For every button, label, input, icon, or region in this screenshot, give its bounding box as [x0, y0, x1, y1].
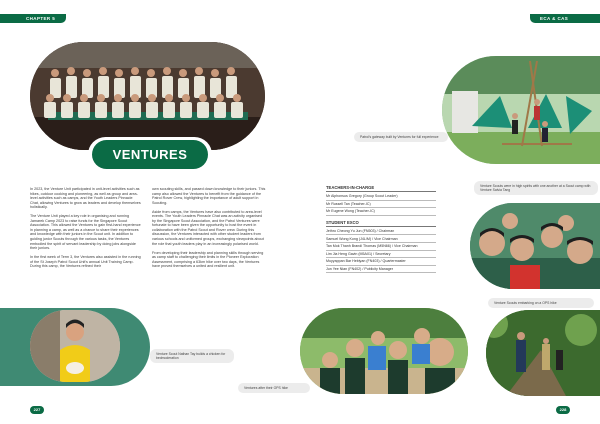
exco-row: Lim Jia Heng Gavin (M5A01) / Secretary	[326, 251, 436, 259]
smiles-caption: Venture Scouts were in high spirits with one another at a Scout camp with Venture Salvia Tang	[474, 181, 598, 195]
page-number-left: 227	[30, 406, 44, 414]
pioneering-caption: Patrol's gateway built by Ventures for full experience	[354, 132, 448, 142]
teacher-row: Mr Russell Tan (Teacher-IC)	[326, 201, 436, 209]
chapter-tab: CHAPTER 5	[0, 14, 66, 23]
exco-row: Jethro Cheong Yu Jun (FN503) / Chairman	[326, 228, 436, 236]
forest-caption: Venture Scouts embarking on a OPS hike	[488, 298, 594, 308]
paragraph: The Venture Unit played a key role in organising and running Jamarek Camp 2023 to raise funds for the Singapore Scout Association. This allowed the Ventures to gain first-hand experience in planning a camp, as well as a chance to share their experiences and knowledge with their juniors in the Scout unit. In addition to guiding junior Scouts through the various tasks, the Ventures embodied the spirit of servant leadership by doing jobs alongside their juniors.	[30, 214, 141, 251]
page-number-right: 228	[556, 406, 570, 414]
bread-caption: Venture Scout Nathan Tay builds a chicken for bedmoderation	[150, 349, 234, 363]
exco-row: Muyyappan Bar Hebiyan (FN403) / Quartermaster	[326, 258, 436, 266]
forest-photo	[486, 310, 600, 396]
group-photo	[30, 42, 265, 150]
exco-row: Tan Mok Thanh Brandi Thomas (M5N66) / Vice Chairman	[326, 243, 436, 251]
exco-row: Samuel Wong Kong (J4L/M) / Vice Chairman	[326, 235, 436, 243]
teachers-section	[326, 185, 436, 273]
section-tab: ECA & CAS	[530, 14, 600, 23]
paragraph: From developing their leadership and planning skills through serving as camp staff to challenging their limits in the Pioneer Exploration Assessment, comprising a 63km hike over two days, the Ventures have proved themselves a united and resilient unit.	[152, 250, 264, 269]
teacher-row: Mr Eugene Wong (Teacher-IC)	[326, 208, 436, 216]
hike-group-caption: Ventures after their OPS hike	[238, 383, 310, 393]
pioneering-photo	[442, 56, 600, 164]
hike-group-photo	[300, 308, 468, 394]
teachers-heading: TEACHERS-IN-CHARGE	[326, 185, 436, 192]
smiles-photo	[470, 203, 600, 289]
bread-photo	[30, 310, 120, 382]
body-left-column	[30, 187, 142, 273]
teacher-row: Mr Alphonsus Gregory (Group Scout Leader)	[326, 193, 436, 201]
title-badge-inner: VENTURES	[92, 140, 208, 169]
paragraph: In the first week of Term 3, the Ventures also assisted in the running of the St Joseph Patrol Scout Unit's annual Unit Training Camp. During this camp, the Ventures refined their	[30, 255, 141, 269]
paragraph: In 2023, the Venture Unit participated in unit-level activities such as hikes, outdoor cooking and pioneering, as well as group and area-level activities such as camps, and the Youth Leaders Pinnacle Chat, allowing Ventures to grow as leaders and develop themselves holistically.	[30, 187, 141, 210]
exco-row: Jun Yee Nian (FN402) / Publicity Manager	[326, 266, 436, 274]
paragraph: Aside from camps, the Ventures have also contributed to area-level events. The Youth Leaders Pinnacle Chat was an activity organised by the Singapore Scout Association, and the Patrol Ventures were fortunate to have been given the opportunity to host the event in collaboration with the Patrol Scout and Rover crew. During this discussion, the Ventures interacted with other student leaders from various schools and uniformed groups, exchanging viewpoints about the role that youth leaders play in an increasingly polarised world.	[152, 209, 264, 246]
paragraph: own scouting skills, and passed down knowledge to their juniors. This camp also allowed the Ventures to benefit from the guidance of the Patrol Rover Crew, highlighting the importance of adult support in Scouting.	[152, 187, 266, 205]
body-middle-column	[152, 187, 266, 273]
exco-heading: STUDENT EXCO	[326, 216, 436, 227]
